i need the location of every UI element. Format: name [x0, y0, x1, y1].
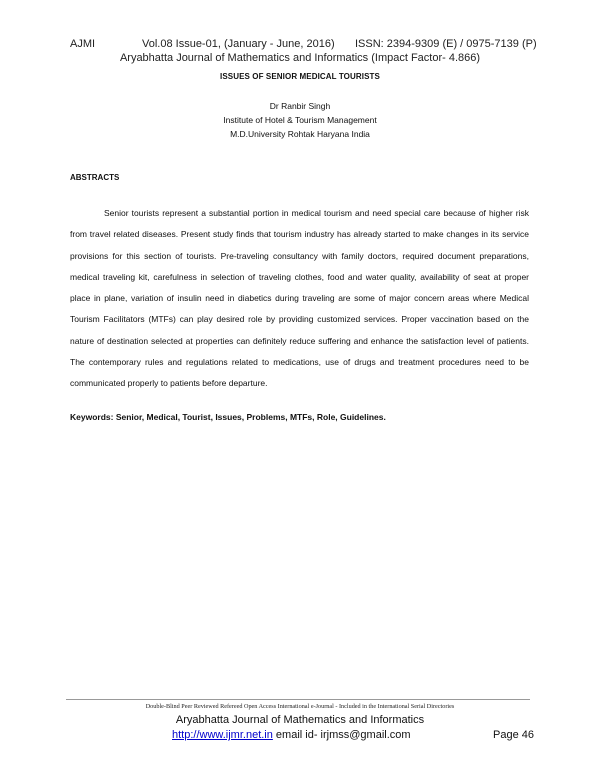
author-affiliation-1: Institute of Hotel & Tourism Management: [223, 115, 377, 125]
footer-journal-name: Aryabhatta Journal of Mathematics and Informatics: [175, 714, 425, 726]
page-number: Page 46: [493, 729, 534, 741]
journal-full-title: Aryabhatta Journal of Mathematics and Informatics (Impact Factor- 4.866): [119, 52, 481, 64]
footer-email: email id- irjmss@gmail.com: [272, 729, 411, 741]
footer-divider: [66, 699, 530, 700]
footer-contact: [172, 729, 411, 741]
keywords: Keywords: Senior, Medical, Tourist, Issues, Problems, MTFs, Role, Guidelines.: [70, 412, 386, 422]
abstract-body: Senior tourists represent a substantial portion in medical tourism and need special care because of higher risk from travel related diseases. Present study finds that tourism industry has already started to make changes in its service provisions for this section of tourists. Pre-traveling consultancy with family doctors, required document preparations, medical traveling kit, carefulness in selection of traveling clothes, food and water quality, availability of seat at proper place in plane, variation of insulin need in diabetics during traveling are some of major concern areas where Medical Tourism Facilitators (MTFs) can play desired role by providing customized services. Proper vaccination based on the nature of destination selected at properties can definitely reduce suffering and enhance the satisfaction level of patients. The contemporary rules and regulations related to medications, use of drugs and treatment procedures need to be communicated properly to patients before departure.: [70, 208, 529, 389]
abstract-heading: ABSTRACTS: [70, 173, 120, 182]
footer-review-note: Double-Blind Peer Reviewed Refereed Open Access International e-Journal - Included in the International Serial Directories: [145, 703, 455, 710]
issn: ISSN: 2394-9309 (E) / 0975-7139 (P): [355, 38, 537, 50]
volume-issue: Vol.08 Issue-01, (January - June, 2016): [142, 38, 335, 50]
author-affiliation-2: M.D.University Rohtak Haryana India: [230, 129, 370, 139]
journal-website-link[interactable]: http://www.ijmr.net.in: [172, 729, 273, 741]
journal-abbreviation: AJMI: [70, 38, 96, 50]
paper-title: ISSUES OF SENIOR MEDICAL TOURISTS: [220, 72, 380, 81]
author-name: Dr Ranbir Singh: [269, 101, 331, 111]
